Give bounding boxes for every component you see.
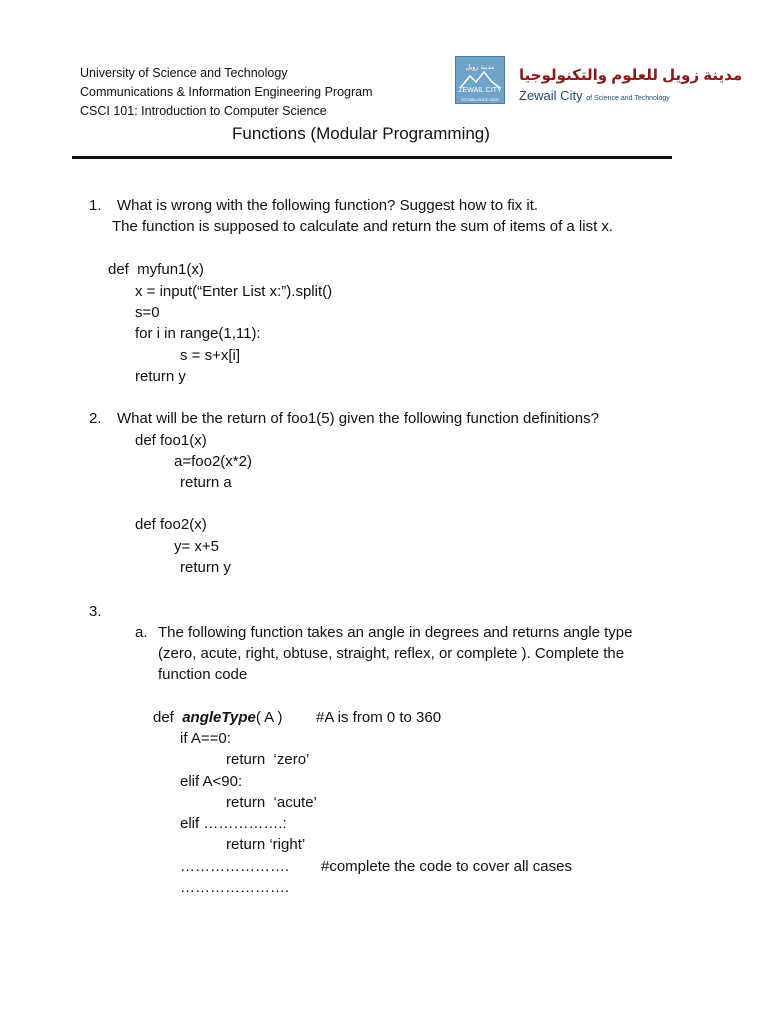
q3-code-comment-2: #complete the code to cover all cases (321, 858, 572, 875)
page-title: Functions (Modular Programming) (232, 124, 490, 143)
q1-code-line: for i in range(1,11): (135, 325, 261, 342)
q2-code-line: y= x+5 (174, 538, 220, 555)
q3-code-comment: #A is from 0 to 360 (316, 709, 442, 726)
q3-code-line: elif A<90: (180, 773, 243, 790)
q1-number: 1. (89, 197, 102, 214)
q1-code-line: s = s+x[i] (180, 347, 241, 364)
zewail-city-logo (455, 56, 505, 104)
q3-number: 3. (89, 603, 102, 620)
q1-code-line: def myfun1(x) (108, 261, 204, 278)
q1-prompt: What is wrong with the following function? Suggest how to fix it. (117, 197, 539, 214)
q3-code-line: …………………. (180, 879, 290, 896)
q3a-text-line: (zero, acute, right, obtuse, straight, reflex, or complete ). Complete the (158, 645, 625, 662)
logo-badge-text: ZEWAIL CITY (458, 87, 502, 94)
q3-code-line: if A==0: (180, 730, 231, 747)
def-keyword: def (153, 709, 174, 726)
q3a-text-line: function code (158, 666, 248, 683)
q2-code-line: return y (180, 559, 231, 576)
q3-code-line: return ‘zero’ (226, 751, 310, 768)
q1-prompt-2: The function is supposed to calculate and return the sum of items of a list x. (112, 218, 614, 235)
q2-prompt: What will be the return of foo1(5) given the following function definitions? (117, 410, 599, 427)
q3a-label: a. (135, 624, 148, 641)
q3-code-line: return ‘right’ (226, 836, 306, 853)
q1-code-line: return y (135, 368, 186, 385)
function-params: ( A ) (255, 709, 283, 726)
university-name: University of Science and Technology (80, 66, 288, 80)
course-name: CSCI 101: Introduction to Computer Science (80, 104, 327, 118)
program-name: Communications & Information Engineering Program (80, 85, 373, 99)
logo-english-name (519, 88, 670, 103)
q1-code-line: s=0 (135, 304, 160, 321)
q2-code-line: def foo1(x) (135, 432, 207, 449)
q2-number: 2. (89, 410, 102, 427)
logo-arabic-name: مدينة زويل للعلوم والتكنولوجيا (519, 67, 743, 84)
q1-code-line: x = input(“Enter List x:”).split() (135, 283, 333, 300)
q2-code-line: return a (180, 474, 232, 491)
function-name: angleType (182, 709, 256, 726)
logo-badge-arabic: مدينة زويل (465, 64, 495, 71)
q3-code-line: elif …………….: (180, 815, 287, 832)
logo-badge-sub: ESTABLISHED 2000 (461, 97, 499, 102)
logo-english-sub: of Science and Technology (586, 95, 670, 102)
q2-code-line: def foo2(x) (135, 516, 207, 533)
q2-code-line: a=foo2(x*2) (174, 453, 252, 470)
q3a-text-line: The following function takes an angle in degrees and returns angle type (158, 624, 633, 641)
q3-code-line: …………………. (180, 858, 290, 875)
q3-code-def (153, 709, 283, 726)
logo-english-title: Zewail City (519, 88, 583, 103)
title-divider (72, 156, 672, 159)
q3-code-line: return ‘acute’ (226, 794, 317, 811)
